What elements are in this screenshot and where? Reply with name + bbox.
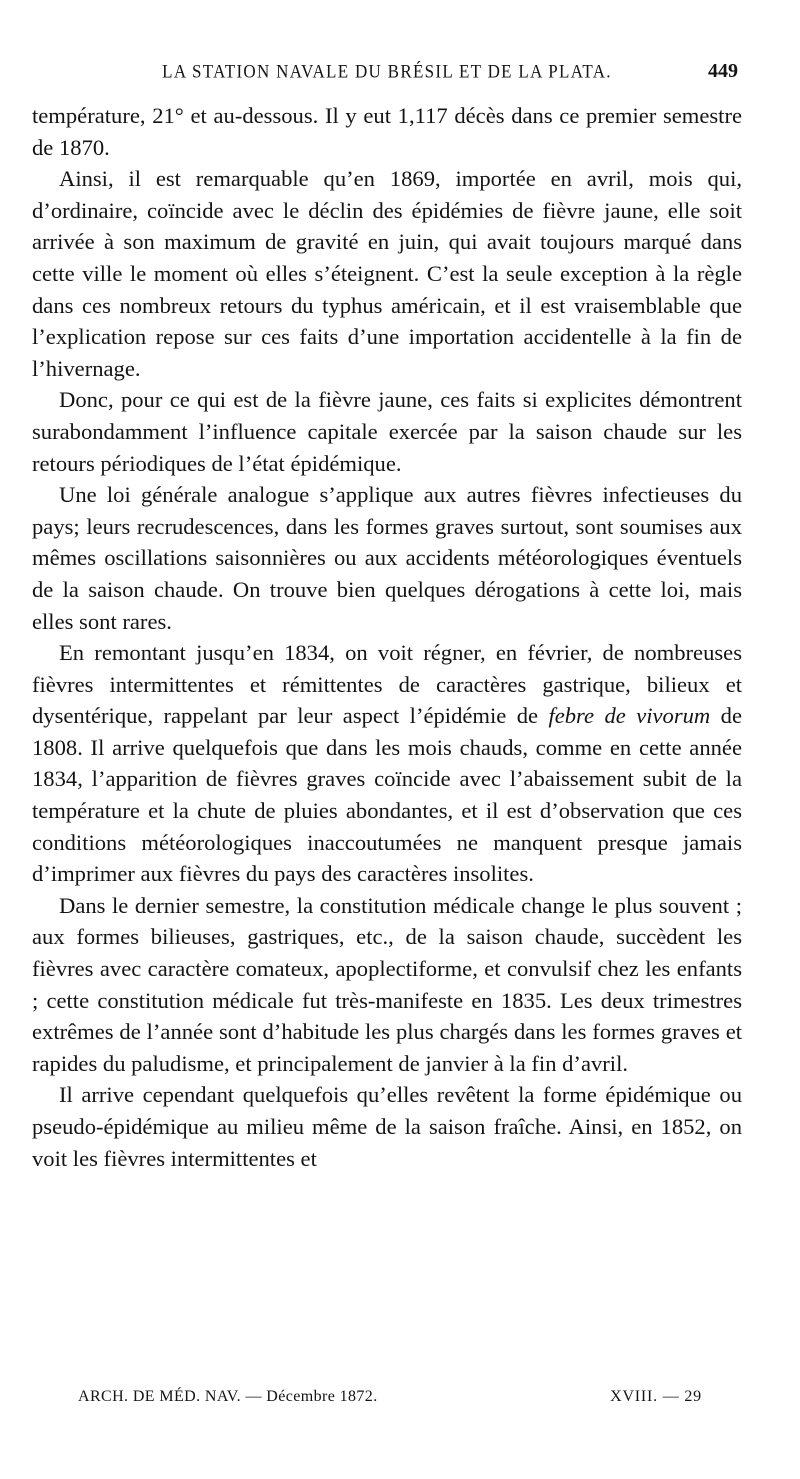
paragraph-5 <box>32 637 742 890</box>
paragraph-4: Une loi générale analogue s’applique aux autres fièvres infectieuses du pays; leurs recrudescences, dans les formes graves surtout, sont soumises aux mêmes oscillations saisonnières ou aux accidents météorologiques éventuels de la saison chaude. On trouve bien quelques dérogations à cette loi, mais elles sont rares. <box>32 482 742 634</box>
book-page <box>32 50 742 1440</box>
paragraph-7: Il arrive cependant quelquefois qu’elles revêtent la forme épidémique ou pseudo-épidémique au milieu même de la saison fraîche. Ainsi, en 1852, on voit les fièvres intermittentes et <box>32 1082 742 1171</box>
paragraph-5-text-a: En remontant jusqu’en 1834, on voit régner, en février, de nombreuses fièvres intermittentes et rémittentes de caractères gastrique, bilieux et dysentérique, rappelant par leur aspect l’épidémie de <box>32 640 742 729</box>
paragraph-1: température, 21° et au-dessous. Il y eut 1,117 décès dans ce premier semestre de 1870. <box>32 103 742 160</box>
paragraph-2: Ainsi, il est remarquable qu’en 1869, importée en avril, mois qui, d’ordinaire, coïncide avec le déclin des épidémies de fièvre jaune, elle soit arrivée à son maximum de gravité en juin, qui avait toujours marqué dans cette ville le moment où elles s’éteignent. C’est la seule exception à la règle dans ces nombreux retours du typhus américain, et il est vraisemblable que l’explication repose sur ces faits d’une importation accidentelle à la fin de l’hivernage. <box>32 166 742 381</box>
running-title: LA STATION NAVALE DU BRÉSIL ET DE LA PLATA. <box>162 60 612 83</box>
paragraph-5-italic-term: febre de vivorum <box>548 703 711 729</box>
footer-signature: XVIII. — 29 <box>610 1388 702 1405</box>
running-head <box>32 50 742 92</box>
paragraph-5-text-b: de 1808. Il arrive quelquefois que dans les mois chauds, comme en cette année 1834, l’apparition de fièvres graves coïncide avec l’abaissement subit de la température et la chute de pluies abondantes, et il est d’observation que ces conditions météorologiques inaccoutumées ne manquent presque jamais d’imprimer aux fièvres du pays des caractères insolites. <box>32 703 742 887</box>
footer-source: ARCH. DE MÉD. NAV. — Décembre 1872. <box>78 1388 378 1405</box>
paragraph-6: Dans le dernier semestre, la constitution médicale change le plus souvent ; aux formes bilieuses, gastriques, etc., de la saison chaude, succèdent les fièvres avec caractère comateux, apoplectiforme, et convulsif chez les enfants ; cette constitution médicale fut très-manifeste en 1835. Les deux trimestres extrêmes de l’année sont d’habitude les plus chargés dans les formes graves et rapides du paludisme, et principalement de janvier à la fin d’avril. <box>32 892 742 1076</box>
page-number: 449 <box>708 60 738 82</box>
page-footer <box>32 1388 742 1418</box>
body-text <box>32 100 742 1174</box>
paragraph-3: Donc, pour ce qui est de la fièvre jaune, ces faits si explicites démontrent surabondamment l’influence capitale exercée par la saison chaude sur les retours périodiques de l’état épidémique. <box>32 387 742 476</box>
